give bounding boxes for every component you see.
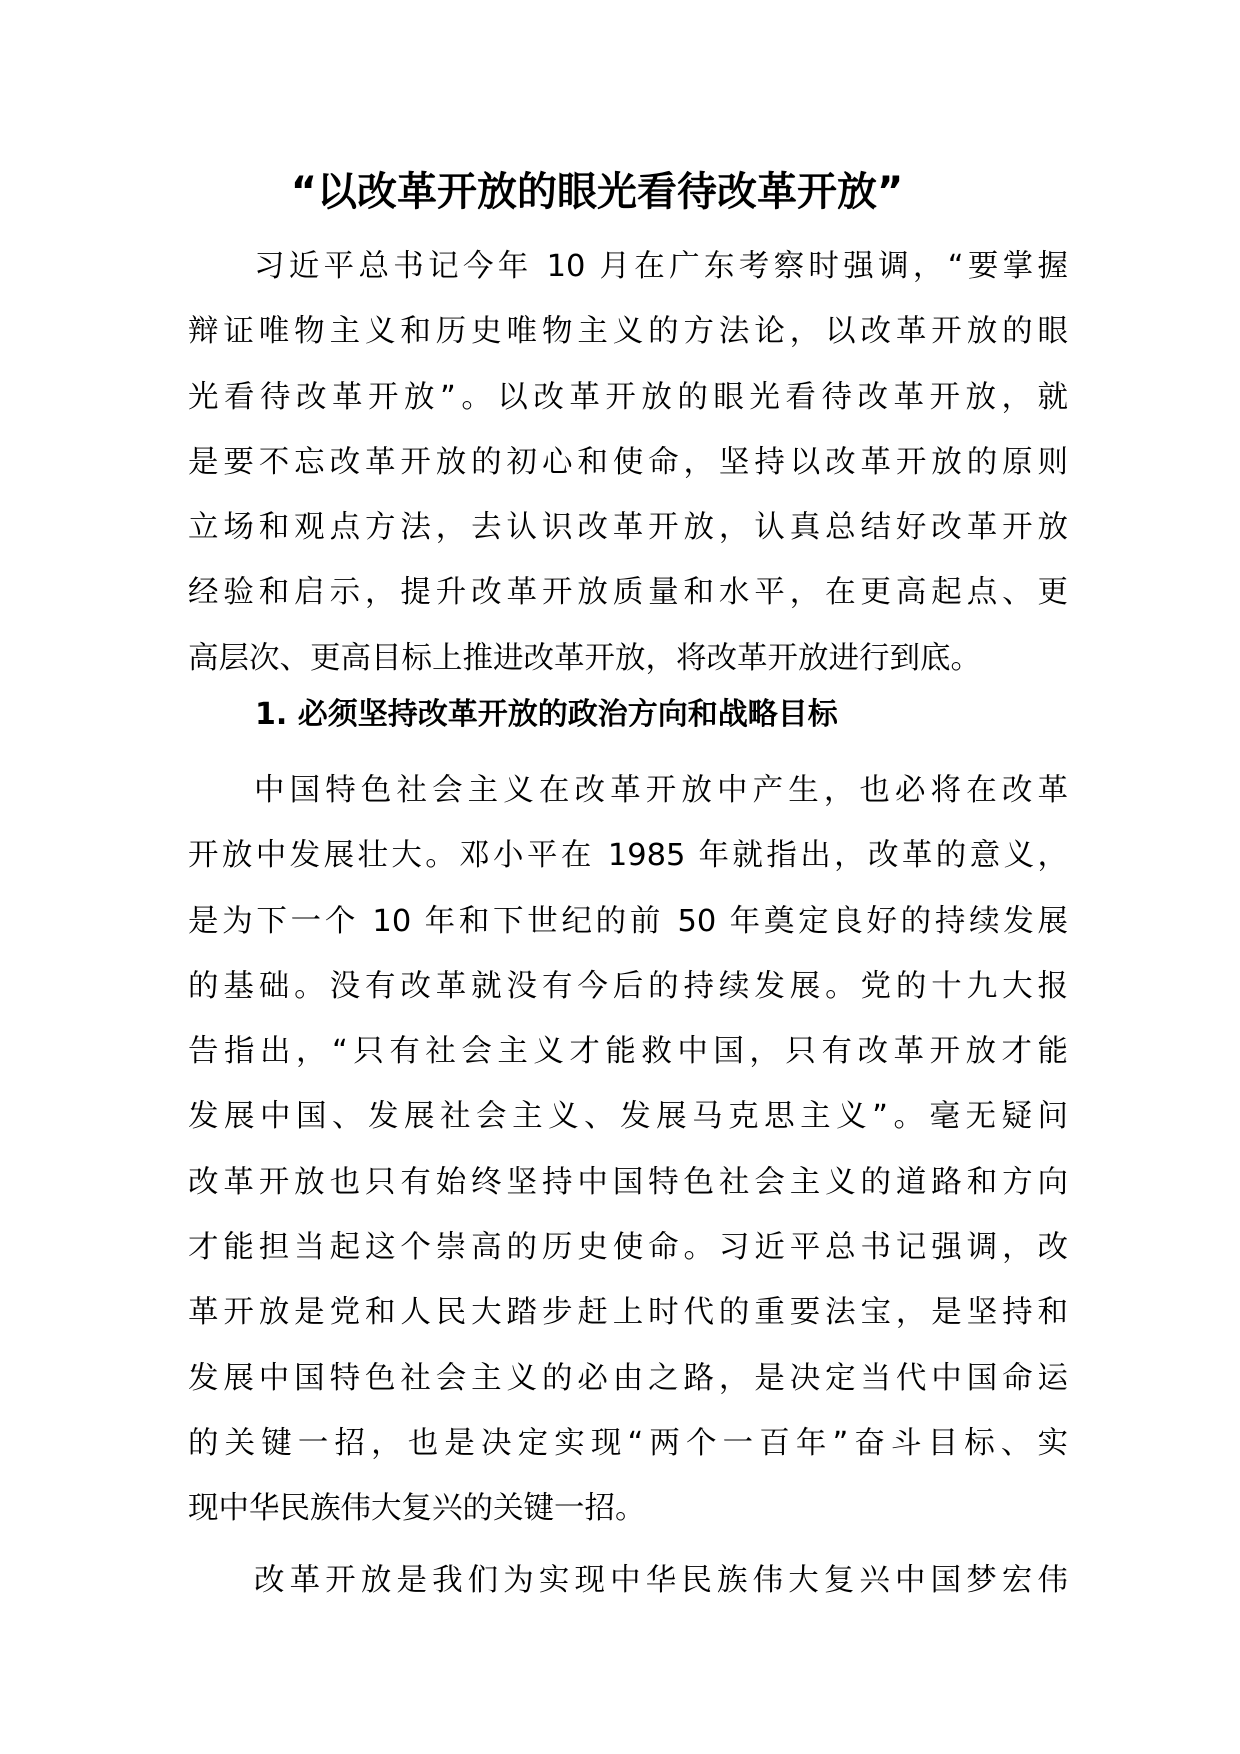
paragraph-intro: [188, 234, 1068, 691]
paragraph-line: 改革开放也只有始终坚持中国特色社会主义的道路和方向: [188, 1164, 1068, 1200]
paragraph-line: 发展中国特色社会主义的必由之路，是决定当代中国命运: [188, 1360, 1068, 1396]
paragraph-line: 才能担当起这个崇高的历史使命。习近平总书记强调，改: [188, 1230, 1068, 1266]
paragraph-line: 中国特色社会主义在改革开放中产生，也必将在改革: [254, 773, 1068, 808]
paragraph-line: 经验和启示，提升改革开放质量和水平，在更高起点、更: [188, 575, 1068, 611]
paragraph-line: 习近平总书记今年 10 月在广东考察时强调，“要掌握: [254, 249, 1068, 284]
paragraph-line: 的基础。没有改革就没有今后的持续发展。党的十九大报: [188, 968, 1068, 1004]
paragraph-line: 发展中国、发展社会主义、发展马克思主义”。毫无疑问: [188, 1099, 1068, 1135]
paragraph-line: 开放中发展壮大。邓小平在 1985 年就指出，改革的意义，: [188, 838, 1068, 874]
paragraph-line: 革开放是党和人民大踏步赶上时代的重要法宝，是坚持和: [188, 1295, 1068, 1331]
section-heading: 1. 必须坚持改革开放的政治方向和战略目标: [255, 697, 838, 732]
document-title: [0, 164, 1240, 220]
paragraph-line: 是要不忘改革开放的初心和使命，坚持以改革开放的原则: [188, 444, 1068, 480]
document-title-text: “以改革开放的眼光看待改革开放”: [290, 169, 904, 215]
paragraph-section1-body: [188, 758, 1068, 1542]
paragraph-line: 光看待改革开放”。以改革开放的眼光看待改革开放，就: [188, 379, 1068, 415]
paragraph-line: 高层次、更高目标上推进改革开放，将改革开放进行到底。: [188, 640, 981, 676]
paragraph-line: 改革开放是我们为实现中华民族伟大复兴中国梦宏伟: [254, 1563, 1068, 1598]
paragraph-continued: [188, 1548, 1068, 1613]
paragraph-line: 是为下一个 10 年和下世纪的前 50 年奠定良好的持续发展: [188, 903, 1068, 939]
paragraph-line: 现中华民族伟大复兴的关键一招。: [188, 1491, 646, 1527]
paragraph-line: 的关键一招，也是决定实现“两个一百年”奋斗目标、实: [188, 1425, 1068, 1461]
paragraph-line: 辩证唯物主义和历史唯物主义的方法论，以改革开放的眼: [188, 314, 1068, 350]
paragraph-line: 告指出，“只有社会主义才能救中国，只有改革开放才能: [188, 1034, 1068, 1070]
paragraph-line: 立场和观点方法，去认识改革开放，认真总结好改革开放: [188, 510, 1068, 546]
